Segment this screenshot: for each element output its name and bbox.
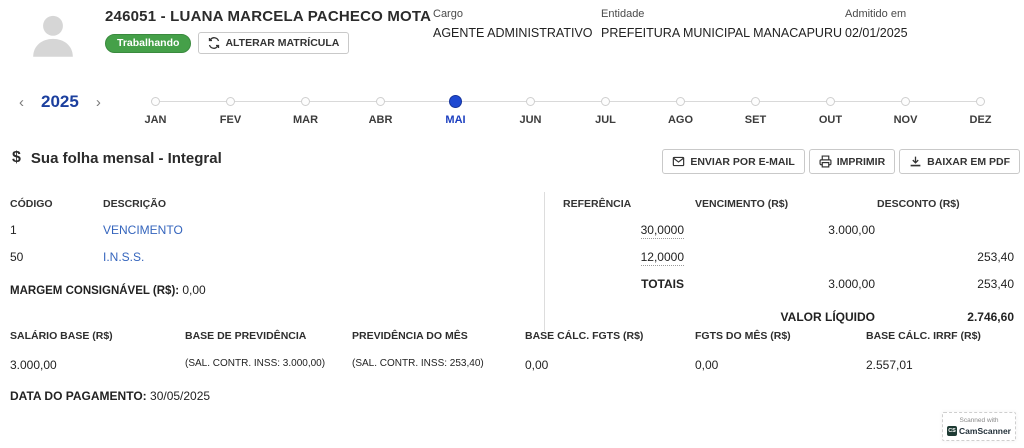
month-dot[interactable] bbox=[226, 97, 235, 106]
col-header-vencimento: VENCIMENTO (R$) bbox=[695, 198, 789, 210]
timeline-months bbox=[118, 94, 1018, 126]
month-label: DEZ bbox=[969, 114, 992, 126]
timeline-month-out[interactable] bbox=[793, 94, 868, 126]
timeline-month-nov[interactable] bbox=[868, 94, 943, 126]
timeline-month-dez[interactable] bbox=[943, 94, 1018, 126]
payment-date-value: 30/05/2025 bbox=[150, 389, 211, 403]
consignable-margin-value: 0,00 bbox=[182, 283, 206, 297]
table-cell-desconto bbox=[877, 217, 1014, 244]
person-silhouette-icon bbox=[24, 6, 82, 64]
summary-label: BASE CÁLC. IRRF (R$) bbox=[866, 330, 981, 342]
month-label: JUL bbox=[595, 114, 616, 126]
entidade-value: PREFEITURA MUNICIPAL MANACAPURU bbox=[601, 26, 843, 40]
month-label: AGO bbox=[667, 114, 694, 126]
totals-label: TOTAIS bbox=[641, 277, 684, 291]
summary-value: (SAL. CONTR. INSS: 3.000,00) bbox=[185, 358, 326, 369]
table-cell-vencimento bbox=[695, 244, 877, 271]
month-label: ABR bbox=[368, 114, 393, 126]
summary-label: BASE DE PREVIDÊNCIA bbox=[185, 330, 307, 342]
camscanner-logo-icon: CS bbox=[948, 428, 956, 434]
send-email-label: ENVIAR POR E-MAIL bbox=[690, 155, 795, 168]
spacer-cell bbox=[545, 304, 695, 331]
download-pdf-label: BAIXAR EM PDF bbox=[927, 155, 1010, 168]
timeline-month-fev[interactable] bbox=[193, 94, 268, 126]
camscanner-watermark bbox=[942, 412, 1016, 441]
month-dot[interactable] bbox=[751, 97, 760, 106]
timeline-month-jul[interactable] bbox=[568, 94, 643, 126]
col-header-desconto: DESCONTO (R$) bbox=[877, 198, 960, 210]
timeline-month-mar[interactable] bbox=[268, 94, 343, 126]
col-header-descricao: DESCRIÇÃO bbox=[103, 192, 545, 217]
month-label: MAR bbox=[292, 114, 319, 126]
employee-avatar bbox=[24, 6, 82, 64]
envelope-icon bbox=[672, 155, 685, 168]
scanned-with-text: Scanned with bbox=[959, 417, 999, 424]
month-dot[interactable] bbox=[976, 97, 985, 106]
month-label: JAN bbox=[144, 114, 167, 126]
col-header-referencia: REFERÊNCIA bbox=[563, 198, 632, 210]
cargo-field bbox=[433, 8, 593, 40]
camscanner-name: CamScanner bbox=[959, 426, 1011, 436]
payment-date: DATA DO PAGAMENTO: 30/05/2025 bbox=[10, 389, 211, 403]
payslip-section-title bbox=[12, 149, 222, 167]
summary-value: (SAL. CONTR. INSS: 253,40) bbox=[352, 358, 484, 369]
consignable-margin: MARGEM CONSIGNÁVEL (R$): 0,00 bbox=[10, 271, 545, 304]
month-label: SET bbox=[744, 114, 767, 126]
table-cell-desconto: 253,40 bbox=[977, 250, 1014, 264]
dollar-icon: $ bbox=[12, 149, 21, 166]
next-year-button[interactable]: › bbox=[93, 95, 104, 110]
summary-label: SALÁRIO BASE (R$) bbox=[10, 330, 113, 342]
summary-label: FGTS DO MÊS (R$) bbox=[695, 330, 791, 342]
table-cell-referencia: 30,0000 bbox=[640, 223, 684, 237]
summary-value: 3.000,00 bbox=[10, 358, 57, 372]
summary-value: 2.557,01 bbox=[866, 358, 913, 372]
download-pdf-button[interactable] bbox=[899, 149, 1020, 174]
payslip-table bbox=[10, 192, 1014, 331]
cargo-value: AGENTE ADMINISTRATIVO bbox=[433, 26, 593, 40]
entidade-field bbox=[601, 8, 842, 40]
col-header-codigo: CÓDIGO bbox=[10, 198, 53, 210]
month-label: NOV bbox=[893, 114, 918, 126]
admitido-value: 02/01/2025 bbox=[845, 26, 908, 40]
print-button[interactable] bbox=[809, 149, 895, 174]
month-label: FEV bbox=[219, 114, 242, 126]
change-enrollment-button[interactable] bbox=[198, 32, 349, 54]
month-dot[interactable] bbox=[301, 97, 310, 106]
month-dot[interactable] bbox=[601, 97, 610, 106]
admitido-label: Admitido em bbox=[845, 8, 907, 20]
timeline-month-jan[interactable] bbox=[118, 94, 193, 126]
timeline-month-set[interactable] bbox=[718, 94, 793, 126]
payslip-summary bbox=[10, 330, 1014, 372]
table-row bbox=[103, 244, 545, 271]
month-label: OUT bbox=[818, 114, 843, 126]
rubric-link-inss[interactable]: I.N.S.S. bbox=[103, 250, 145, 264]
timeline-month-abr[interactable] bbox=[343, 94, 418, 126]
admitido-field bbox=[845, 8, 908, 40]
month-dot[interactable] bbox=[151, 97, 160, 106]
month-label: MAI bbox=[445, 114, 466, 126]
net-value: 2.746,60 bbox=[967, 310, 1014, 324]
net-value-label: VALOR LÍQUIDO bbox=[780, 310, 875, 324]
totals-desconto: 253,40 bbox=[977, 277, 1014, 291]
month-dot[interactable] bbox=[901, 97, 910, 106]
payslip-actions bbox=[662, 149, 1020, 174]
year-navigator bbox=[16, 92, 104, 112]
print-label: IMPRIMIR bbox=[836, 155, 886, 168]
table-cell-codigo: 1 bbox=[10, 223, 17, 237]
employee-name-title: 246051 - LUANA MARCELA PACHECO MOTA bbox=[105, 8, 432, 25]
change-enrollment-label: ALTERAR MATRÍCULA bbox=[225, 37, 340, 49]
summary-label: BASE CÁLC. FGTS (R$) bbox=[525, 330, 644, 342]
cargo-label: Cargo bbox=[433, 8, 463, 20]
send-email-button[interactable] bbox=[662, 149, 804, 174]
month-label: JUN bbox=[519, 114, 542, 126]
rubric-link-vencimento[interactable]: VENCIMENTO bbox=[103, 223, 183, 237]
month-dot[interactable] bbox=[676, 97, 685, 106]
spacer-cell bbox=[10, 304, 545, 331]
month-dot[interactable] bbox=[526, 97, 535, 106]
month-dot-selected[interactable] bbox=[449, 95, 462, 108]
month-dot[interactable] bbox=[826, 97, 835, 106]
entidade-label: Entidade bbox=[601, 8, 645, 20]
status-badge: Trabalhando bbox=[105, 34, 191, 53]
timeline-month-mai[interactable] bbox=[418, 94, 493, 126]
summary-label: PREVIDÊNCIA DO MÊS bbox=[352, 330, 468, 342]
timeline-month-jun[interactable] bbox=[493, 94, 568, 126]
year-value: 2025 bbox=[41, 92, 79, 111]
table-row bbox=[103, 217, 545, 244]
payslip-title: Sua folha mensal - Integral bbox=[30, 149, 222, 167]
timeline-month-ago[interactable] bbox=[643, 94, 718, 126]
download-icon bbox=[909, 155, 922, 168]
month-dot[interactable] bbox=[376, 97, 385, 106]
refresh-icon bbox=[208, 37, 220, 49]
totals-vencimento: 3.000,00 bbox=[828, 277, 875, 291]
summary-value: 0,00 bbox=[525, 358, 549, 372]
printer-icon bbox=[819, 155, 832, 168]
table-cell-referencia: 12,0000 bbox=[640, 250, 684, 264]
summary-value: 0,00 bbox=[695, 358, 719, 372]
prev-year-button[interactable]: ‹ bbox=[16, 95, 27, 110]
table-cell-vencimento: 3.000,00 bbox=[828, 223, 875, 237]
table-cell-codigo: 50 bbox=[10, 250, 24, 264]
